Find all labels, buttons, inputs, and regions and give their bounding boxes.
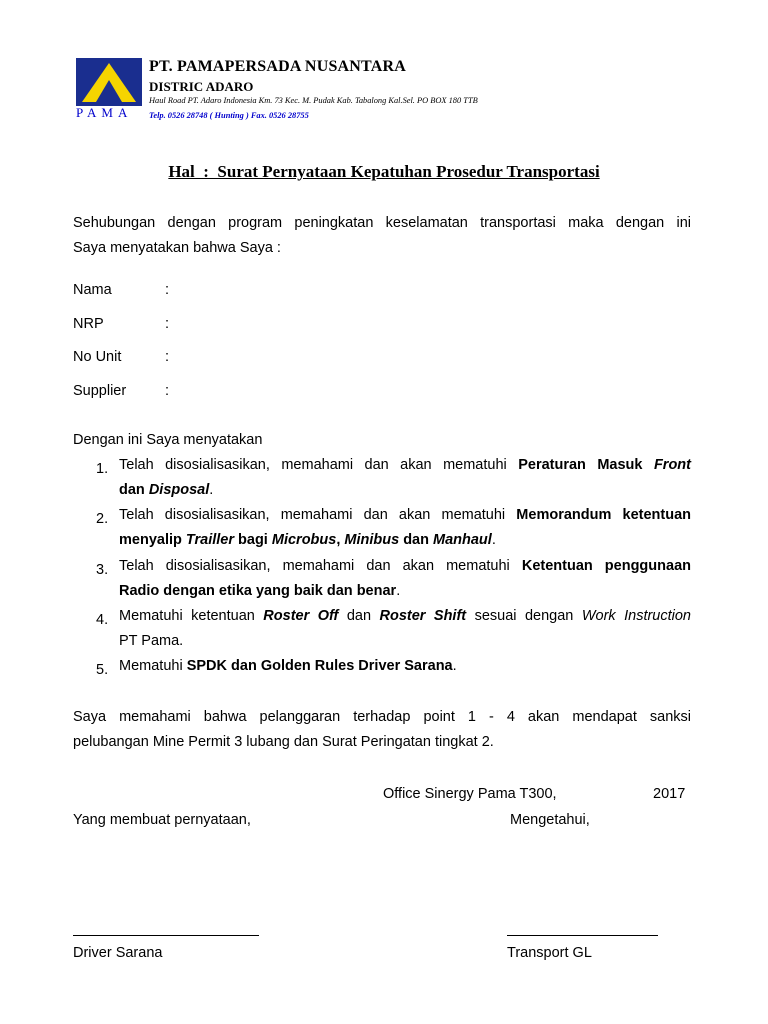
- item-emphasis: Minibus: [344, 532, 400, 548]
- intro-line-2: Saya menyatakan bahwa Saya :: [73, 240, 281, 256]
- list-item: [119, 654, 691, 679]
- item-emphasis: Microbus: [271, 532, 337, 548]
- item-emphasis: Manhaul: [433, 532, 492, 548]
- intro-paragraph: [73, 211, 691, 261]
- item-line: [119, 482, 213, 498]
- logo-wordmark: PAMA: [76, 105, 133, 120]
- item-line: [119, 532, 496, 548]
- sanction-paragraph: [73, 705, 691, 755]
- place-text: Office Sinergy Pama T300,: [383, 786, 557, 802]
- field-label-nrp: NRP: [73, 316, 104, 332]
- list-item: [119, 554, 691, 604]
- item-text: Telah disosialisasikan, memahami dan akan mematuhi: [119, 558, 522, 574]
- sanction-line-2: pelubangan Mine Permit 3 lubang dan Surat Peringatan tingkat 2.: [73, 734, 494, 750]
- letter-title: Hal : Surat Pernyataan Kepatuhan Prosedur Transportasi: [168, 162, 600, 181]
- item-emphasis: Trailler: [185, 532, 234, 548]
- item-line: [119, 554, 691, 579]
- item-emphasis: Radio dengan etika yang baik dan benar: [119, 583, 397, 599]
- item-emphasis: Memorandum ketentuan: [516, 507, 691, 523]
- field-label-no-unit: No Unit: [73, 349, 122, 365]
- item-number: 4.: [96, 612, 109, 628]
- acknowledger-signature-line: [507, 935, 658, 936]
- field-colon-supplier: :: [165, 383, 170, 399]
- year-text: 2017: [653, 786, 686, 802]
- item-line: [119, 658, 457, 674]
- item-emphasis: Ketentuan penggunaan: [521, 558, 691, 574]
- company-address: Haul Road PT. Adaro Indonesia Km. 73 Kec. M. Pudak Kab. Tabalong Kal.Sel. PO BOX 180 TTB: [149, 96, 478, 105]
- item-emphasis: bagi: [234, 532, 272, 548]
- item-emphasis: Roster Off: [263, 608, 339, 624]
- item-emphasis: dan: [119, 482, 149, 498]
- item-emphasis: Disposal: [148, 482, 210, 498]
- item-emphasis: Roster Shift: [379, 608, 467, 624]
- item-emphasis: SPDK dan Golden Rules Driver Sarana: [186, 658, 453, 674]
- list-item: [119, 453, 691, 503]
- field-label-supplier: Supplier: [73, 383, 127, 399]
- field-colon-no-unit: :: [165, 349, 170, 365]
- item-emphasis: ,: [336, 532, 345, 548]
- statement-intro: Dengan ini Saya menyatakan: [73, 432, 263, 448]
- item-emphasis: Front: [653, 457, 691, 473]
- intro-line-1: Sehubungan dengan program peningkatan keselamatan transportasi maka dengan ini: [73, 215, 691, 231]
- item-number: 2.: [96, 511, 109, 527]
- item-line: [119, 604, 691, 629]
- list-item: [119, 604, 691, 654]
- list-item: [119, 503, 691, 553]
- field-label-nama: Nama: [73, 282, 112, 298]
- item-line: PT Pama.: [119, 633, 184, 649]
- item-line: [119, 503, 691, 528]
- acknowledger-name: Transport GL: [507, 945, 592, 961]
- field-colon-nama: :: [165, 282, 170, 298]
- item-text: Mematuhi ketentuan: [119, 608, 264, 624]
- field-colon-nrp: :: [165, 316, 170, 332]
- item-text: .: [452, 658, 457, 674]
- item-text: Telah disosialisasikan, memahami dan akan mematuhi: [119, 507, 517, 523]
- item-emphasis: menyalip: [119, 532, 186, 548]
- item-text: .: [209, 482, 214, 498]
- item-text: .: [491, 532, 496, 548]
- company-name: PT. PAMAPERSADA NUSANTARA: [149, 58, 406, 75]
- item-text: sesuai dengan: [466, 608, 582, 624]
- item-emphasis: Peraturan Masuk: [518, 457, 654, 473]
- signer-name: Driver Sarana: [73, 945, 163, 961]
- company-contact: Telp. 0526 28748 ( Hunting ) Fax. 0526 28755: [149, 111, 309, 120]
- item-line: [119, 453, 691, 478]
- acknowledger-heading: Mengetahui,: [510, 812, 590, 828]
- district-name: DISTRIC ADARO: [149, 79, 254, 94]
- signer-signature-line: [73, 935, 259, 936]
- item-number: 5.: [96, 662, 109, 678]
- sanction-line-1: Saya memahami bahwa pelanggaran terhadap point 1 - 4 akan mendapat sanksi: [73, 709, 691, 725]
- item-text: Mematuhi: [119, 658, 187, 674]
- item-number: 3.: [96, 562, 109, 578]
- item-text: .: [396, 583, 401, 599]
- signer-heading: Yang membuat pernyataan,: [73, 812, 251, 828]
- item-text: Telah disosialisasikan, memahami dan akan mematuhi: [119, 457, 519, 473]
- item-emphasis: dan: [399, 532, 434, 548]
- item-emphasis: Work Instruction: [581, 608, 691, 624]
- item-text: dan: [338, 608, 380, 624]
- item-line: [119, 583, 400, 599]
- item-number: 1.: [96, 461, 109, 477]
